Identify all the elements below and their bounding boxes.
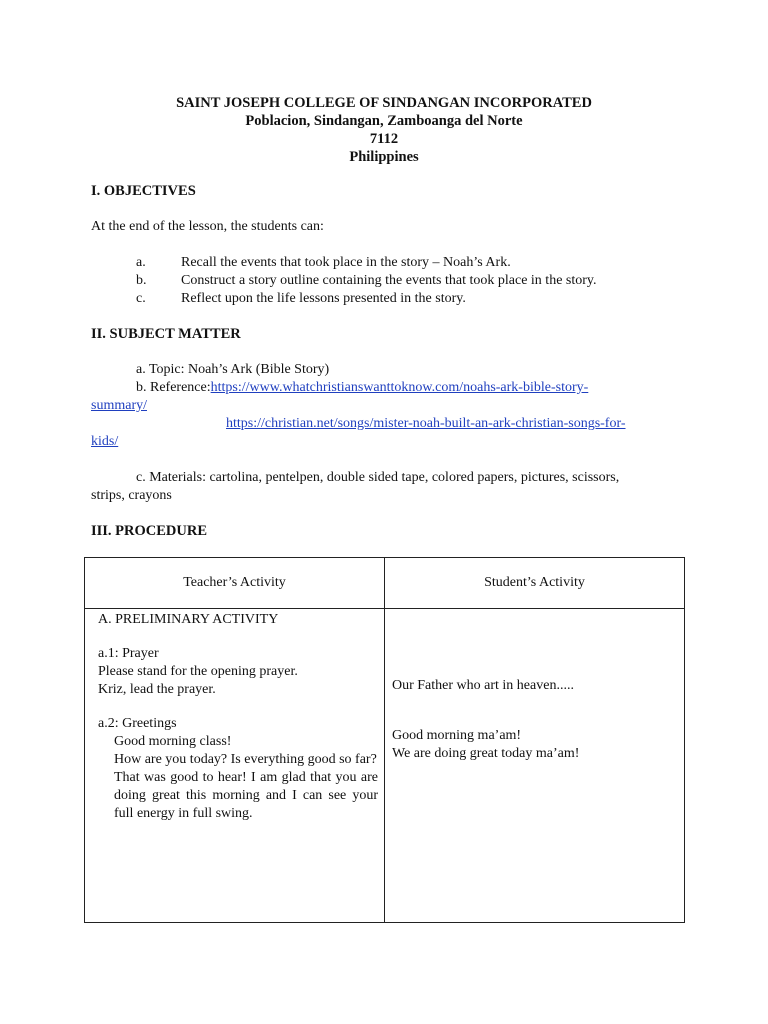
student-greeting: Good morning ma’am!	[392, 728, 522, 743]
greetings-label: a.2: Greetings	[98, 716, 177, 731]
reference-link-2-cont[interactable]: kids/	[91, 434, 119, 449]
postal-code: 7112	[369, 131, 399, 147]
table-header-row	[85, 558, 685, 609]
country: Philippines	[349, 149, 419, 165]
topic-line: a. Topic: Noah’s Ark (Bible Story)	[136, 362, 330, 377]
student-prayer: Our Father who art in heaven.....	[392, 678, 574, 693]
table-row	[85, 609, 685, 923]
materials-line: c. Materials: cartolina, pentelpen, double sided tape, colored papers, pictures, scissors,	[136, 470, 620, 485]
preliminary-activity-title: A. PRELIMINARY ACTIVITY	[98, 612, 279, 627]
teacher-activity-cell	[85, 609, 385, 923]
reference-link-1[interactable]: https://www.whatchristianswanttoknow.com/noahs-ark-bible-story-	[210, 380, 589, 395]
objective-text: Reflect upon the life lessons presented in the story.	[181, 291, 466, 306]
objective-text: Recall the events that took place in the story – Noah’s Ark.	[181, 255, 511, 270]
teacher-question: How are you today? Is everything good so far?	[114, 752, 377, 767]
prayer-instruction: Please stand for the opening prayer.	[98, 664, 298, 679]
objectives-intro: At the end of the lesson, the students can:	[91, 219, 324, 234]
reference-link-2[interactable]: https://christian.net/songs/mister-noah-built-an-ark-christian-songs-for-	[226, 416, 626, 431]
objective-letter: c.	[136, 291, 146, 306]
teacher-greeting: Good morning class!	[114, 734, 232, 749]
objective-text: Construct a story outline containing the events that took place in the story.	[181, 273, 597, 288]
reference-line	[136, 379, 588, 397]
school-name: SAINT JOSEPH COLLEGE OF SINDANGAN INCORPORATED	[176, 95, 592, 111]
objective-letter: a.	[136, 255, 146, 270]
school-header	[0, 94, 768, 166]
student-reply: We are doing great today ma’am!	[392, 746, 580, 761]
teacher-response: That was good to hear! I am glad that you are doing great this morning and I can see your full energy in full swing.	[114, 770, 378, 821]
reference-link-1-cont[interactable]: summary/	[91, 398, 147, 413]
materials-line-cont: strips, crayons	[91, 488, 172, 503]
subject-matter-heading: II. SUBJECT MATTER	[91, 326, 241, 342]
teacher-column-header: Teacher’s Activity	[85, 558, 385, 609]
procedure-table	[84, 557, 685, 923]
school-address: Poblacion, Sindangan, Zamboanga del Norte	[245, 113, 523, 129]
objectives-heading: I. OBJECTIVES	[91, 183, 196, 199]
procedure-heading: III. PROCEDURE	[91, 523, 208, 539]
prayer-leader: Kriz, lead the prayer.	[98, 682, 216, 697]
objective-letter: b.	[136, 273, 147, 288]
reference-label: b. Reference:	[136, 380, 211, 395]
student-activity-cell	[385, 609, 685, 923]
prayer-label: a.1: Prayer	[98, 646, 159, 661]
student-column-header: Student’s Activity	[385, 558, 685, 609]
